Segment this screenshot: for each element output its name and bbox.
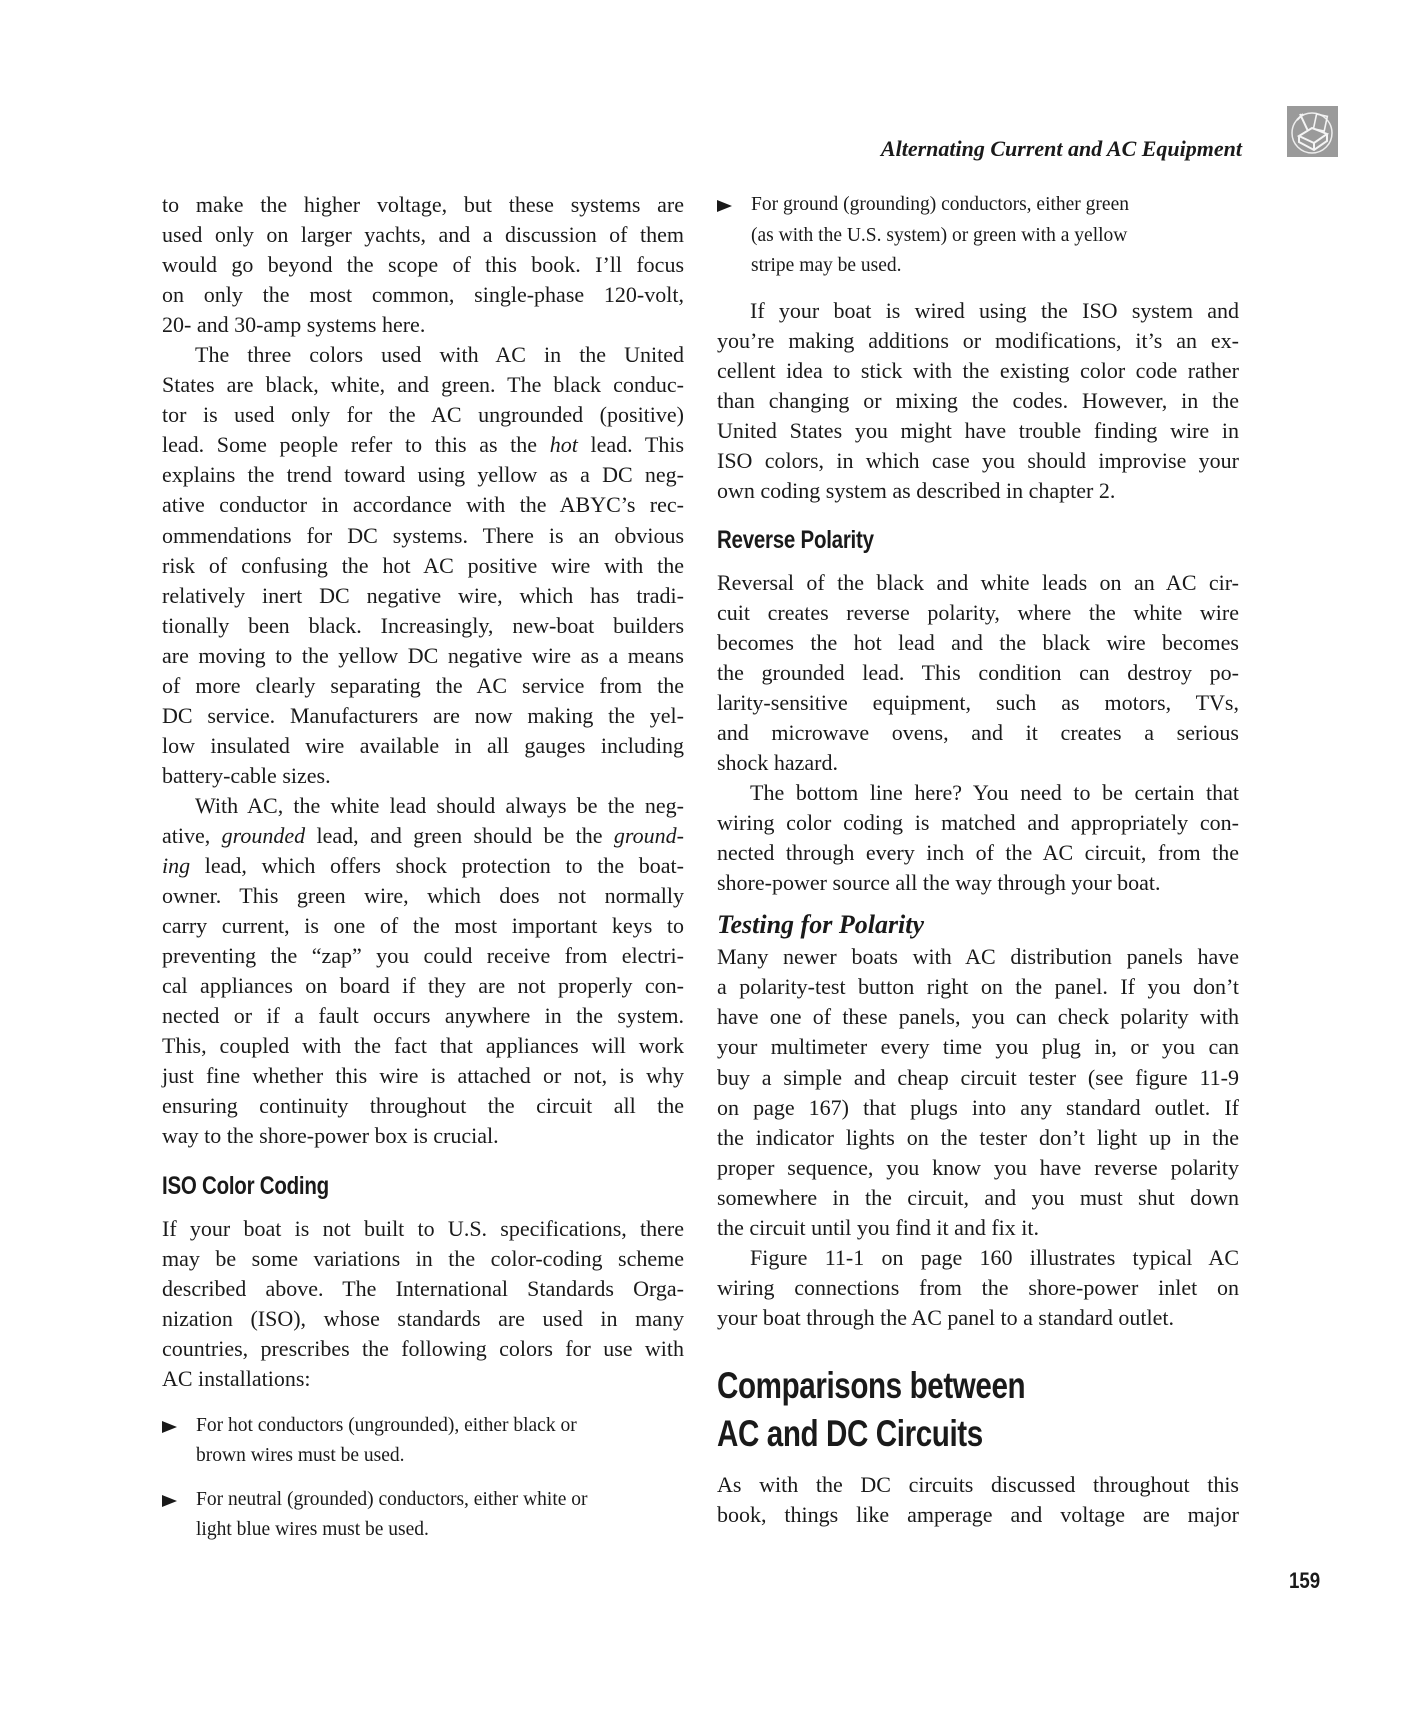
text-line: on page 167) that plugs into any standard outlet. If (717, 1094, 1239, 1120)
text-run: lead, which offers shock protection to the boat- (190, 853, 684, 879)
text-line: may be some variations in the color-coding scheme (162, 1245, 684, 1271)
paragraph (162, 190, 684, 340)
triangle-bullet-icon (162, 1495, 177, 1507)
text-line: would go beyond the scope of this book. I’ll focus (162, 252, 684, 278)
text-line: cal appliances on board if they are not properly con- (162, 973, 684, 999)
text-line: buy a simple and cheap circuit tester (see figure 11-9 (717, 1064, 1239, 1090)
emphasis: hot (549, 432, 578, 458)
text-line: United States you might have trouble finding wire in (717, 417, 1239, 443)
text-line: proper sequence, you know you have reverse polarity (717, 1154, 1239, 1180)
text-line: wiring connections from the shore-power inlet on (717, 1274, 1239, 1300)
text-line: the indicator lights on the tester don’t light up in the (717, 1124, 1239, 1150)
text-line: tionally been black. Increasingly, new-boat builders (162, 612, 684, 638)
text-line: a polarity-test button right on the panel. If you don’t (717, 974, 1239, 1000)
text-line (162, 430, 684, 460)
text-line: 20- and 30-amp systems here. (162, 312, 426, 338)
text-line: preventing the “zap” you could receive from electri- (162, 943, 684, 969)
right-column (717, 190, 1239, 1530)
text-line: nected or if a fault occurs anywhere in the system. (162, 1003, 684, 1029)
text-line: If your boat is wired using the ISO system and (750, 297, 1239, 323)
text-line: just fine whether this wire is attached or not, is why (162, 1063, 684, 1089)
heading-line: Comparisons between (717, 1364, 1026, 1406)
text-line: For ground (grounding) conductors, either green (751, 194, 1129, 215)
text-line: This, coupled with the fact that appliances will work (162, 1033, 684, 1059)
paragraph (162, 791, 684, 1152)
text-line: As with the DC circuits discussed throughout this (717, 1471, 1239, 1497)
text-line (162, 851, 684, 881)
section-heading: Reverse Polarity (717, 525, 874, 554)
text-line: Reversal of the black and white leads on an AC cir- (717, 569, 1239, 595)
text-line: nization (ISO), whose standards are used in many (162, 1305, 684, 1331)
text-line: shock hazard. (717, 750, 838, 776)
text-line: (as with the U.S. system) or green with a yellow (751, 224, 1128, 246)
bullet-item (162, 1485, 684, 1546)
text-line: AC installations: (162, 1365, 311, 1391)
text-line: used only on larger yachts, and a discussion of them (162, 222, 684, 248)
running-head: Alternating Current and AC Equipment (880, 136, 1242, 161)
text-line: carry current, is one of the most important keys to (162, 913, 684, 939)
text-line: stripe may be used. (751, 255, 902, 276)
emphasis: grounded (221, 822, 306, 848)
paragraph (717, 568, 1239, 778)
text-line: relatively inert DC negative wire, which has tradi- (162, 582, 684, 608)
subsection-heading: Testing for Polarity (717, 910, 925, 940)
text-line: Figure 11-1 on page 160 illustrates typical AC (750, 1244, 1239, 1270)
text-line: nected through every inch of the AC circuit, from the (717, 840, 1239, 866)
text-line: ensuring continuity throughout the circuit all the (162, 1093, 684, 1119)
text-line: of more clearly separating the AC service from the (162, 672, 684, 698)
text-run: lead. Some people refer to this as the (162, 432, 550, 458)
tools-chapter-icon (1287, 106, 1338, 157)
text-line: are moving to the yellow DC negative wire as a means (162, 642, 684, 668)
text-line: cuit creates reverse polarity, where the white wire (717, 599, 1239, 625)
bullet-item (162, 1411, 684, 1472)
text-line: ISO colors, in which case you should improvise your (717, 447, 1239, 473)
text-run: lead, and green should be the (305, 822, 614, 848)
text-line: For neutral (grounded) conductors, either white or (196, 1488, 588, 1510)
text-line: risk of confusing the hot AC positive wire with the (162, 552, 684, 578)
triangle-bullet-icon (717, 200, 732, 212)
text-line: somewhere in the circuit, and you must shut down (717, 1184, 1239, 1210)
text-line: battery-cable sizes. (162, 762, 331, 788)
text-line: With AC, the white lead should always be the neg- (195, 792, 684, 818)
text-line: have one of these panels, you can check polarity with (717, 1004, 1239, 1030)
text-line: described above. The International Standards Orga- (162, 1275, 684, 1301)
text-line: explains the trend toward using yellow as a DC neg- (162, 462, 684, 488)
text-line: your boat through the AC panel to a standard outlet. (717, 1304, 1175, 1330)
emphasis: ing (162, 853, 191, 879)
paragraph (717, 296, 1239, 506)
paragraph (717, 942, 1239, 1242)
text-run: ative, (162, 822, 222, 848)
paragraph (717, 1470, 1239, 1530)
text-line: wiring color coding is matched and appropriately con- (717, 810, 1239, 836)
text-line: becomes the hot lead and the black wire becomes (717, 629, 1239, 655)
text-line: own coding system as described in chapter 2. (717, 477, 1116, 503)
text-line: Many newer boats with AC distribution panels have (717, 944, 1239, 970)
text-line: If your boat is not built to U.S. specifications, there (162, 1215, 684, 1241)
heading-line: AC and DC Circuits (717, 1412, 983, 1454)
section-heading: ISO Color Coding (162, 1171, 329, 1200)
text-line (162, 821, 684, 851)
text-line: tor is used only for the AC ungrounded (positive) (162, 402, 684, 428)
paragraph (162, 1214, 684, 1394)
paragraph (717, 1243, 1239, 1333)
text-line: light blue wires must be used. (196, 1519, 429, 1541)
triangle-bullet-icon (162, 1421, 177, 1433)
text-run: lead. This (577, 432, 685, 458)
text-line: you’re making additions or modifications, it’s an ex- (717, 327, 1239, 353)
major-heading (717, 1362, 1135, 1458)
text-line: ommendations for DC systems. There is an obvious (162, 522, 684, 548)
page-number: 159 (1289, 1568, 1321, 1593)
text-line: low insulated wire available in all gauges including (162, 732, 684, 758)
text-line: States are black, white, and green. The black conduc- (162, 372, 684, 398)
text-line: The three colors used with AC in the United (195, 342, 684, 368)
text-line: brown wires must be used. (196, 1445, 405, 1467)
text-line: countries, prescribes the following colors for use with (162, 1335, 684, 1361)
paragraph (162, 340, 684, 791)
text-line: on only the most common, single-phase 120-volt, (162, 282, 684, 308)
text-line: way to the shore-power box is crucial. (162, 1123, 499, 1149)
text-line: The bottom line here? You need to be certain that (750, 780, 1239, 806)
text-line: the circuit until you find it and fix it. (717, 1214, 1039, 1240)
left-column (162, 190, 684, 1546)
text-line: your multimeter every time you plug in, or you can (717, 1034, 1239, 1060)
text-line: ative conductor in accordance with the ABYC’s rec- (162, 492, 684, 518)
text-line: the grounded lead. This condition can destroy po- (717, 659, 1239, 685)
text-line: shore-power source all the way through your boat. (717, 870, 1161, 896)
text-line: to make the higher voltage, but these systems are (162, 192, 684, 217)
text-line: cellent idea to stick with the existing color code rather (717, 357, 1239, 383)
text-line: and microwave ovens, and it creates a serious (717, 720, 1239, 746)
text-line: owner. This green wire, which does not normally (162, 883, 684, 909)
text-line: For hot conductors (ungrounded), either black or (196, 1414, 577, 1436)
text-line: DC service. Manufacturers are now making the yel- (162, 702, 684, 728)
paragraph (717, 778, 1239, 898)
text-line: than changing or mixing the codes. However, in the (717, 387, 1239, 413)
emphasis: ground- (613, 822, 684, 848)
bullet-item (717, 190, 1239, 282)
text-line: larity-sensitive equipment, such as motors, TVs, (717, 690, 1239, 716)
text-line: book, things like amperage and voltage are major (717, 1502, 1239, 1527)
